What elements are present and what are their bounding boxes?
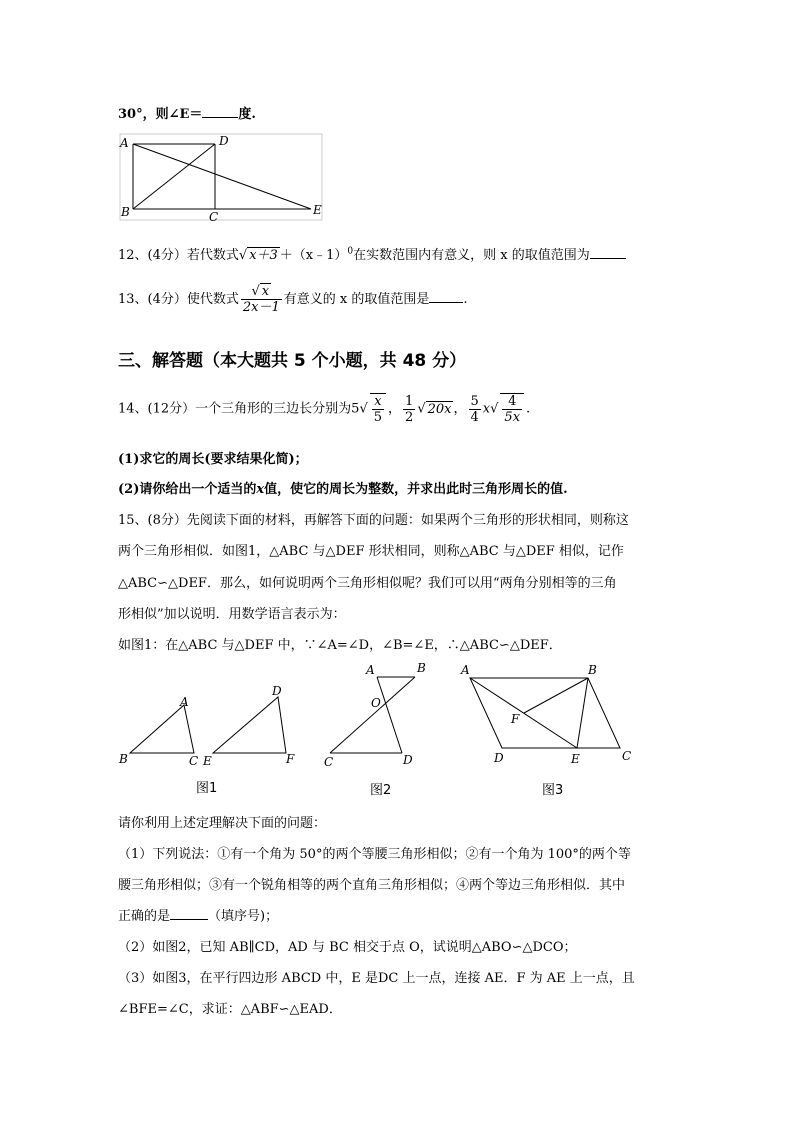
fraction: $\frac{x}{5}$ — [370, 393, 386, 425]
q15-line1: 15、(8分）先阅读下面的材料，再解答下面的问题：如果两个三角形的形状相同，则称这 — [118, 513, 629, 528]
label-D: D — [219, 134, 229, 148]
q15-line5: 如图1：在△ABC 与△DEF 中，∵∠A=∠D，∠B=∠E，∴△ABC∽△DEF． — [118, 638, 562, 653]
svg-text:C: C — [189, 754, 199, 768]
section-title: 三、解答题（本大题共 5 个小题，共 48 分） — [118, 351, 467, 371]
svg-text:D: D — [272, 684, 282, 698]
svg-text:A: A — [461, 663, 470, 677]
task1-line1: （1）下列说法：①有一个角为 50°的两个等腰三角形相似；②有一个角为 100°的两个等 — [118, 847, 631, 862]
q13: 13、(4分）使代数式 $\frac{√ x}{2x-1}$ 有意义的 x 的取值范围是 . — [118, 284, 468, 315]
fraction: $\frac{√ x}{2x-1}$ — [242, 284, 280, 315]
answer-blank — [170, 907, 208, 920]
label-B: B — [121, 205, 130, 219]
label-E: E — [313, 203, 322, 217]
q15-line4: 形相似”加以说明．用数学语言表示为： — [118, 607, 346, 622]
svg-text:A: A — [366, 663, 375, 677]
svg-text:C: C — [324, 755, 334, 769]
task3-line2: ∠BFE=∠C，求证：△ABF∽△EAD． — [118, 1002, 342, 1017]
svg-text:B: B — [588, 663, 597, 677]
sqrt-sign: √ — [238, 248, 248, 263]
svg-text:B: B — [417, 661, 426, 675]
q11-figure — [116, 132, 326, 224]
figures-row — [112, 660, 672, 800]
figure-3 — [460, 663, 631, 798]
fraction: $\frac{1}{2}$ — [405, 393, 414, 425]
task1-line2: 腰三角形相似；③有一个锐角相等的两个直角三角形相似；④两个等边三角形相似．其中 — [118, 878, 626, 893]
q14-part2: (2)请你给出一个适当的x值，使它的周长为整数，并求出此时三角形周长的值. — [118, 482, 568, 497]
task3-line1: （3）如图3，在平行四边形 ABCD 中，E 是DC 上一点，连接 AE．F 为 AE 上一点，且 — [118, 971, 635, 986]
answer-blank — [202, 105, 238, 118]
svg-text:D: D — [403, 753, 413, 767]
figure-2 — [324, 661, 426, 798]
tasks-intro: 请你利用上述定理解决下面的问题： — [118, 816, 327, 831]
q11-tail: 30°，则∠E＝ 度. — [118, 107, 256, 122]
svg-text:D: D — [494, 751, 504, 765]
fraction: $\frac{5}{4}$ — [470, 393, 479, 425]
task1-line3: 正确的是 （填序号)； — [118, 909, 279, 924]
svg-text:F: F — [286, 752, 295, 766]
svg-text:图1: 图1 — [196, 781, 218, 796]
svg-text:图2: 图2 — [370, 783, 392, 798]
q14: 14、(12分）一个三角形的三边长分别为5√ $\frac{x}{5}$ ， $\frac{1}{2}$ √ 20x ， $\frac{5}{4}$ x√ $\frac{4}{5x}$ . — [118, 393, 531, 425]
fraction: $\frac{4}{5x}$ — [500, 393, 524, 425]
q14-part1: (1)求它的周长(要求结果化简)； — [118, 452, 308, 467]
svg-text:O: O — [371, 696, 381, 710]
task2: （2）如图2，已知 AB∥CD，AD 与 BC 相交于点 O，试说明△ABO∽△DCO； — [118, 940, 577, 955]
figure-1 — [118, 684, 295, 796]
svg-text:图3: 图3 — [542, 783, 564, 798]
answer-blank — [429, 290, 463, 303]
q12: 12、(4分）若代数式√ x＋3 ＋（x﹣1）$^0$在实数范围内有意义，则 x 的取值范围为 — [118, 244, 626, 263]
svg-text:E: E — [571, 752, 580, 766]
q15-line2: 两个三角形相似．如图1，△ABC 与△DEF 形状相同，则称△ABC 与△DEF 相似，记作 — [118, 544, 624, 559]
svg-text:E: E — [203, 754, 212, 768]
label-C: C — [209, 210, 219, 224]
q15-line3: △ABC∽△DEF．那么，如何说明两个三角形相似呢？我们可以用“两角分别相等的三角 — [118, 576, 617, 591]
label-A: A — [120, 136, 129, 150]
svg-text:F: F — [511, 712, 520, 726]
answer-blank — [590, 246, 626, 259]
svg-text:B: B — [119, 752, 128, 766]
svg-text:A: A — [180, 695, 189, 709]
svg-text:C: C — [622, 749, 632, 763]
